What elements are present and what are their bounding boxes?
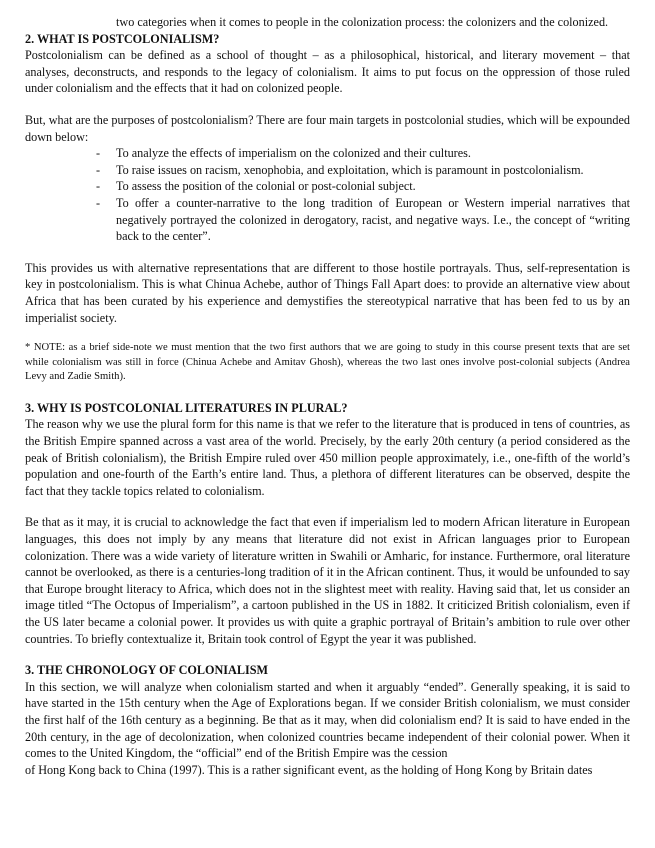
spacer xyxy=(25,326,630,341)
section-3-chronology-paragraph: In this section, we will analyze when colonialism started and when it arguably “ended”. Generally speaking, it is said to have started in the 15th century when the Age of Explorations began. If we consider British colonialism, we must consider the first half of the 16th century as a beginning. Be that as it may, when did colonialism end? It is said to have ended in the 20th century, in the age of decolonization, when colonized countries became independent of their colonial power. When it comes to the United Kingdom, the “official” end of the British Empire was the cession xyxy=(25,679,630,761)
list-item xyxy=(25,178,630,195)
side-note: * NOTE: as a brief side-note we must mention that the two first authors that we are going to study in this course present texts that are set while colonialism was still in force (Chinua Achebe and Amitav Ghosh), whereas the two last ones involve post-colonial subjects (Andrea Levy and Zadie Smith). xyxy=(25,342,630,383)
section-3-chronology-heading: 3. THE CHRONOLOGY OF COLONIALISM xyxy=(25,663,268,678)
spacer xyxy=(25,647,630,662)
list-item-text: To offer a counter-narrative to the long tradition of European or Western imperial narratives that negatively portrayed the colonized in derogatory, racist, and negative ways. I.e., the concept of “writing back to the center”. xyxy=(116,195,630,244)
list-item xyxy=(25,162,630,179)
section-3-chronology-last-line: of Hong Kong back to China (1997). This is a rather significant event, as the holding of Hong Kong by Britain dates xyxy=(25,762,593,777)
section-2-heading: 2. WHAT IS POSTCOLONIALISM? xyxy=(25,31,220,46)
section-3-plural-paragraph-2: Be that as it may, it is crucial to acknowledge the fact that even if imperialism led to modern African literature in European languages, this does not imply by any means that literature did not exist in African languages prior to European colonization. There was a wide variety of literature written in Swahili or Amharic, for instance. Furthermore, oral literature cannot be overlooked, as there is a centuries-long tradition of it in the African continent. Thus, it would be unfounded to say that Europe brought literacy to Africa, which does not in the slightest meet with reality. Having said that, let us consider an image titled “The Octopus of Imperialism”, a cartoon published in the US in 1882. It criticized British colonialism, even if the US later became a colonial power. It provides us with quite a graphic portrayal of Britain’s ambition to rule over other countries. To briefly contextualize it, Britain took control of Egypt the year it was published. xyxy=(25,515,630,646)
spacer xyxy=(25,385,630,400)
bullet-dash: - xyxy=(96,179,101,194)
section-2-paragraph-2: But, what are the purposes of postcolonialism? There are four main targets in postcolonial studies, which will be expounded down below: xyxy=(25,112,630,144)
list-item-text: To assess the position of the colonial or post-colonial subject. xyxy=(116,179,416,194)
spacer xyxy=(25,245,630,260)
bullet-dash: - xyxy=(96,146,101,161)
intro-continuation: two categories when it comes to people in the colonization process: the colonizers and the colonized. xyxy=(116,15,609,29)
section-2-paragraph-3: This provides us with alternative representations that are different to those hostile portrayals. Thus, self-representation is key in postcolonialism. This is what Chinua Achebe, author of Things Fall Apart does: to provide an alternative view about Africa that has been curated by his experience and demystifies the stereotypical narrative that has been fed to us by an imperialist society. xyxy=(25,260,630,325)
bullet-dash: - xyxy=(96,162,101,177)
section-3-plural-heading: 3. WHY IS POSTCOLONIAL LITERATURES IN PLURAL? xyxy=(25,400,348,415)
section-3-plural-paragraph-1: The reason why we use the plural form for this name is that we refer to the literature that is produced in tens of countries, as the British Empire spanned across a vast area of the world. Precisely, by the early 20th century (a period considered as the peak of British colonialism), the British Empire ruled over 450 million people approximately, i.e., one-fifth of the world’s population and one-fourth of the Earth’s entire land. Thus, a plethora of different literatures can be observed, despite the fact that they tackle topics related to colonialism. xyxy=(25,417,630,498)
spacer xyxy=(25,97,630,112)
list-item-text: To analyze the effects of imperialism on the colonized and their cultures. xyxy=(116,146,471,161)
list-item-text: To raise issues on racism, xenophobia, and exploitation, which is paramount in postcolonialism. xyxy=(116,162,584,177)
spacer xyxy=(25,499,630,514)
bullet-dash: - xyxy=(96,195,101,210)
purposes-list xyxy=(25,145,630,245)
list-item xyxy=(25,195,630,245)
section-2-paragraph-1: Postcolonialism can be defined as a school of thought – as a philosophical, historical, and literary movement – that analyses, deconstructs, and responds to the legacy of colonialism. It aims to put focus on the oppression of those ruled under colonialism and the effects that it had on colonized people. xyxy=(25,48,630,96)
list-item xyxy=(25,145,630,162)
